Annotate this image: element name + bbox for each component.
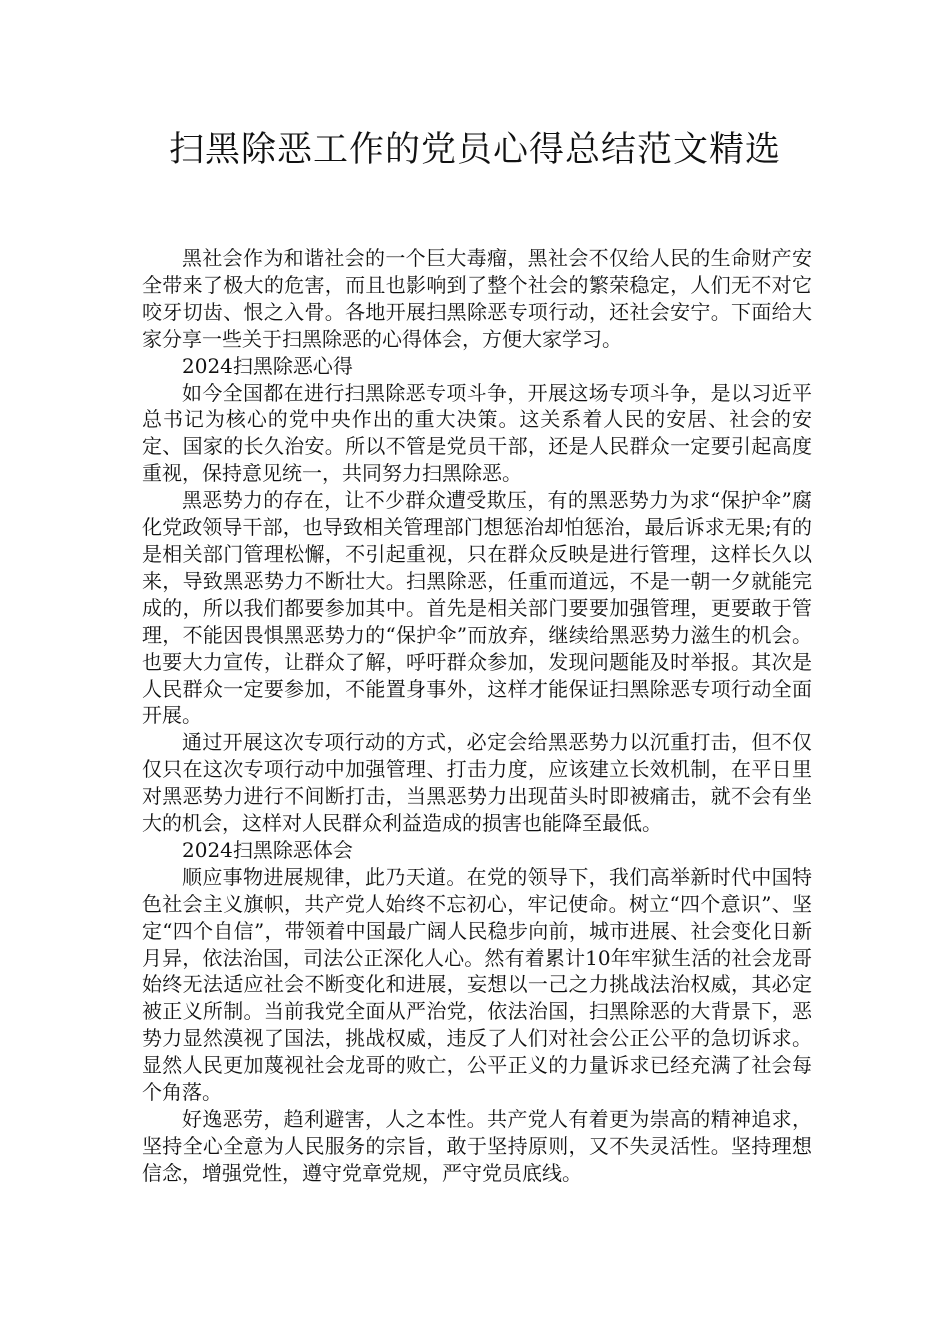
paragraph-body: 如今全国都在进行扫黑除恶专项斗争，开展这场专项斗争，是以习近平总书记为核心的党中央作出的重大决策。这关系着人民的安居、社会的安定、国家的长久治安。所以不管是党员干部，还是人民群众一定要引起高度重视，保持意见统一，共同努力扫黑除恶。 (142, 380, 812, 486)
paragraph-body: 顺应事物进展规律，此乃天道。在党的领导下，我们高举新时代中国特色社会主义旗帜，共产党人始终不忘初心，牢记使命。树立“四个意识”、坚定“四个自信”，带领着中国最广阔人民稳步向前，城市进展、社会变化日新月异，依法治国，司法公正深化人心。然有着累计10年牢狱生活的社会龙哥始终无法适应社会不断变化和进展，妄想以一己之力挑战法治权威，其必定被正义所制。当前我党全面从严治党，依法治国，扫黑除恶的大背景下，恶势力显然漠视了国法，挑战权威，违反了人们对社会公正公平的急切诉求。显然人民更加蔑视社会龙哥的败亡，公平正义的力量诉求已经充满了社会每个角落。 (142, 864, 812, 1105)
section-heading-xinde: 2024扫黑除恶心得 (182, 353, 353, 378)
document-title: 扫黑除恶工作的党员心得总结范文精选 (168, 130, 781, 170)
section-heading-tihui: 2024扫黑除恶体会 (182, 837, 353, 862)
paragraph-body: 好逸恶劳，趋利避害，人之本性。共产党人有着更为崇高的精神追求，坚持全心全意为人民服务的宗旨，敢于坚持原则，又不失灵活性。坚持理想信念，增强党性，遵守党章党规，严守党员底线。 (142, 1107, 812, 1185)
paragraph-body: 通过开展这次专项行动的方式，必定会给黑恶势力以沉重打击，但不仅仅只在这次专项行动中加强管理、打击力度，应该建立长效机制，在平日里对黑恶势力进行不间断打击，当黑恶势力出现苗头时即被痛击，就不会有坐大的机会，这样对人民群众利益造成的损害也能降至最低。 (142, 730, 812, 836)
paragraph-intro: 黑社会作为和谐社会的一个巨大毒瘤，黑社会不仅给人民的生命财产安全带来了极大的危害，而且也影响到了整个社会的繁荣稳定，人们无不对它咬牙切齿、恨之入骨。各地开展扫黑除恶专项行动，还社会安宁。下面给大家分享一些关于扫黑除恶的心得体会，方便大家学习。 (142, 246, 812, 351)
paragraph-body: 黑恶势力的存在，让不少群众遭受欺压，有的黑恶势力为求“保护伞”腐化党政领导干部，也导致相关管理部门想惩治却怕惩治，最后诉求无果;有的是相关部门管理松懈，不引起重视，只在群众反映是进行管理，这样长久以来，导致黑恶势力不断壮大。扫黑除恶，任重而道远，不是一朝一夕就能完成的，所以我们都要参加其中。首先是相关部门要要加强管理，更要敢于管理，不能因畏惧黑恶势力的“保护伞”而放弃，继续给黑恶势力滋生的机会。也要大力宣传，让群众了解，呼吁群众参加，发现问题能及时举报。其次是人民群众一定要参加，不能置身事外，这样才能保证扫黑除恶专项行动全面开展。 (142, 488, 812, 728)
document-body (142, 245, 812, 1187)
